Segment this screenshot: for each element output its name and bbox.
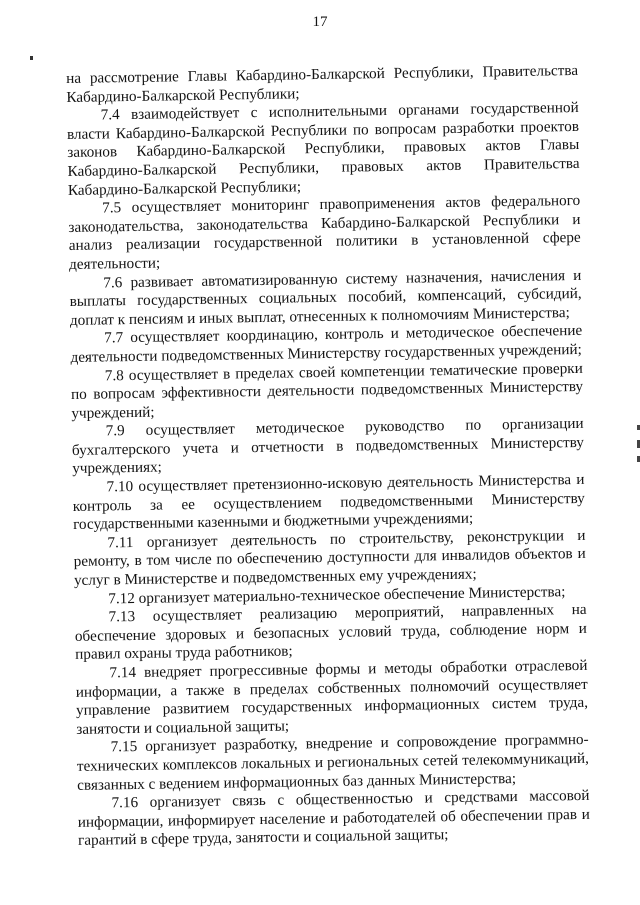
- margin-mark: [30, 56, 33, 60]
- paragraph-7-14: 7.14 внедряет прогрессивные формы и методы обработки отраслевой информации, а также в пределах собственных полномочий осуществляет управление развитием государственных информационных систем труда, занятости и социальной защиты;: [75, 656, 589, 738]
- paragraph-7-13: 7.13 осуществляет реализацию мероприятий, направленных на обеспечение здоровых и безопасных условий труда, соблюдение норм и правил охраны труда работников;: [74, 601, 587, 664]
- paragraph-7-11: 7.11 организует деятельность по строительству, реконструкции и ремонту, в том числе по обеспечению доступности для инвалидов объектов и услуг в Министерстве и подведомственных ему учреждениях;: [73, 526, 586, 589]
- paragraph-7-8: 7.8 осуществляет в пределах своей компетенции тематические проверки по вопросам эффективности деятельности подведомственных Министерству учреждений;: [70, 359, 584, 422]
- paragraph-7-6: 7.6 развивает автоматизированную систему назначения, начисления и выплаты государственных социальных пособий, компенсаций, субсидий, доплат к пенсиям и иных выплат, отнесенных к полномочиям Министерства;: [69, 266, 582, 329]
- paragraph-7-10: 7.10 осуществляет претензионно-исковую деятельность Министерства и контроль за ее осуществлением подведомственными Министерству государственными казенными и бюджетными учреждениями;: [72, 470, 585, 534]
- page-number: 17: [312, 14, 328, 30]
- paragraph-7-9: 7.9 осуществляет методическое руководство по организации бухгалтерского учета и отчетности в подведомственных Министерству учреждениях;: [71, 415, 585, 478]
- paragraph-7-5: 7.5 осуществляет мониторинг правоприменения актов федерального законодательства, законодательства Кабардино-Балкарской Республики и анализ реализации государственной политики в установленной сфере деятельности;: [68, 192, 581, 273]
- paragraph-7-4: 7.4 взаимодействует с исполнительными органами государственной власти Кабардино-Балкарской Республики по вопросам разработки проектов законов Кабардино-Балкарской Республики, правовых актов Главы Кабардино-Балкарской Республики, правовых актов Правительства Кабардино-Балкарской Республики;: [66, 99, 580, 199]
- paragraph-continuation: на рассмотрение Главы Кабардино-Балкарской Республики, Правительства Кабардино-Балкарской Республики;: [66, 61, 579, 106]
- paragraph-7-16: 7.16 организует связь с общественностью и средствами массовой информации, информирует население и работодателей об обеспечении прав и гарантий в сфере труда, занятости и социальной защиты;: [77, 787, 590, 850]
- paragraph-7-7: 7.7 осуществляет координацию, контроль и методическое обеспечение деятельности подведомственных Министерству государственных учреждений;: [70, 322, 583, 366]
- paragraph-7-12: 7.12 организует материально-техническое обеспечение Министерства;: [108, 582, 566, 608]
- paragraph-7-15: 7.15 организует разработку, внедрение и сопровождение программно-технических комплексов локальных и региональных сетей телекоммуникаций, связанных с ведением информационных баз данных Министерства;: [76, 731, 590, 794]
- document-body: [66, 62, 590, 851]
